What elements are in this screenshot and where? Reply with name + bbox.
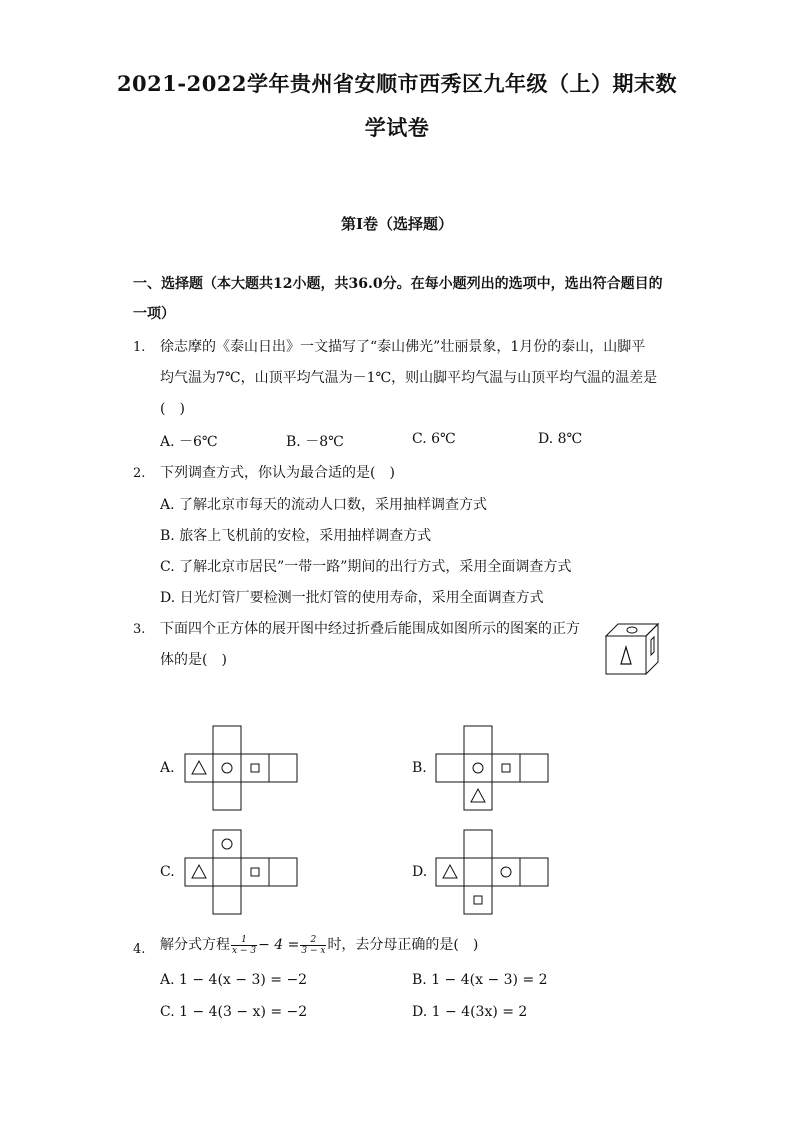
net-b	[436, 726, 550, 810]
q4-option-b: B. 1 − 4(x − 3) = 2	[412, 972, 548, 988]
fraction-denominator: x − 3	[232, 945, 257, 956]
q3-option-b-label: B.	[412, 760, 427, 776]
question-number: 4.	[133, 942, 146, 957]
question-1-text-2: 均气温为7℃，山顶平均气温为－1℃，则山脚平均气温与山顶平均气温的温差是	[160, 370, 658, 386]
q1-option-c: C. 6℃	[412, 431, 456, 447]
circle-icon	[222, 763, 232, 773]
question-4-text	[160, 932, 478, 958]
q4-mid: − 4 =	[258, 937, 300, 953]
q1-option-a: A. －6℃	[160, 434, 218, 450]
question-number: 2.	[133, 466, 146, 481]
fraction-denominator: 3 − x	[301, 945, 326, 956]
page-title-line2: 学试卷	[364, 115, 430, 140]
net-c	[185, 830, 299, 914]
fraction-numerator: 2	[300, 935, 326, 946]
q4-stem-pre: 解分式方程	[160, 937, 230, 953]
q1-option-d: D. 8℃	[538, 431, 583, 447]
question-1-text: 徐志摩的《泰山日出》一文描写了“泰山佛光”壮丽景象，1月份的泰山，山脚平	[160, 339, 646, 355]
q4-option-c: C. 1 − 4(3 − x) = −2	[160, 1004, 308, 1020]
q1-option-b: B. －8℃	[286, 434, 344, 450]
circle-icon	[501, 867, 511, 877]
question-2-text: 下列调查方式，你认为最合适的是( )	[160, 465, 395, 481]
question-number: 1.	[133, 340, 146, 355]
square-icon	[502, 764, 510, 772]
square-icon	[474, 896, 482, 904]
net-d	[436, 830, 550, 914]
circle-icon	[473, 763, 483, 773]
triangle-icon	[443, 865, 457, 878]
question-number: 3.	[133, 622, 146, 637]
question-3-text: 下面四个正方体的展开图中经过折叠后能围成如图所示的图案的正方	[160, 621, 580, 637]
q4-option-a: A. 1 − 4(x − 3) = −2	[160, 972, 308, 988]
triangle-icon	[192, 761, 206, 774]
fraction-numerator: 1	[231, 935, 257, 946]
circle-icon	[222, 839, 232, 849]
triangle-icon	[471, 789, 485, 802]
q4-stem-post: 时，去分母正确的是( )	[327, 937, 479, 953]
square-icon	[251, 868, 259, 876]
q2-option-c: C. 了解北京市居民”一带一路”期间的出行方式，采用全面调查方式	[160, 559, 572, 575]
q3-option-c-label: C.	[160, 864, 175, 880]
part-header: 一、选择题（本大题共12小题，共36.0分。在每小题列出的选项中，选出符合题目的	[133, 276, 663, 292]
part-header-cont: 一项）	[133, 306, 175, 322]
q2-option-a: A. 了解北京市每天的流动人口数，采用抽样调查方式	[160, 497, 488, 513]
net-a	[185, 726, 299, 810]
question-3-text-2: 体的是( )	[160, 652, 227, 668]
q3-option-d-label: D.	[412, 864, 428, 880]
q2-option-d: D. 日光灯管厂要检测一批灯管的使用寿命，采用全面调查方式	[160, 590, 544, 606]
q4-option-d: D. 1 − 4(3x) = 2	[412, 1004, 528, 1020]
q2-option-b: B. 旅客上飞机前的安检，采用抽样调查方式	[160, 528, 432, 544]
page-title: 2021-2022学年贵州省安顺市西秀区九年级（上）期末数	[116, 71, 678, 96]
square-icon	[251, 764, 259, 772]
fraction	[300, 935, 326, 956]
q3-option-a-label: A.	[160, 760, 175, 776]
cube-figure	[604, 622, 660, 678]
question-1-paren: ( )	[160, 401, 185, 417]
section-title: 第I卷（选择题）	[340, 215, 454, 233]
triangle-icon	[192, 865, 206, 878]
fraction	[231, 935, 257, 956]
